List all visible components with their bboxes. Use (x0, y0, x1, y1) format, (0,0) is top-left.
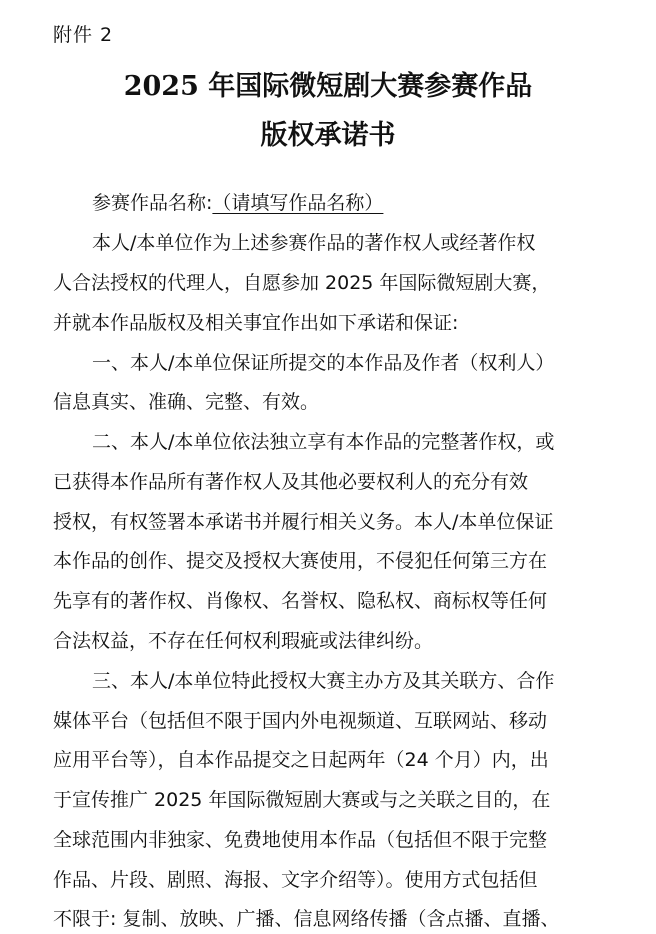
body-line-10: 先享有的著作权、肖像权、名誉权、隐私权、商标权等任何 (53, 590, 548, 612)
body-line-2: 人合法授权的代理人，自愿参加 2025 年国际微短剧大赛， (53, 272, 551, 294)
body-line-16: 全球范围内非独家、免费地使用本作品（包括但不限于完整 (53, 829, 548, 851)
work-name-line (92, 188, 383, 215)
attachment-label: 附件 2 (53, 24, 114, 46)
body-line-13: 媒体平台（包括但不限于国内外电视频道、互联网站、移动 (53, 710, 548, 732)
body-line-7: 已获得本作品所有著作权人及其他必要权利人的充分有效 (53, 471, 529, 493)
body-line-17: 作品、片段、剧照、海报、文字介绍等）。使用方式包括但 (53, 869, 538, 891)
body-line-3: 并就本作品版权及相关事宜作出如下承诺和保证: (53, 312, 459, 334)
body-line-4: 一、本人/本单位保证所提交的本作品及作者（权利人） (92, 352, 555, 374)
document-title-line2: 版权承诺书 (260, 120, 396, 151)
body-line-6: 二、本人/本单位依法独立享有本作品的完整著作权，或 (92, 431, 555, 453)
body-line-15: 于宣传推广 2025 年国际微短剧大赛或与之关联之目的，在 (53, 789, 551, 811)
body-line-14: 应用平台等），自本作品提交之日起两年（24 个月）内，出 (53, 749, 549, 771)
body-line-1: 本人/本单位作为上述参赛作品的著作权人或经著作权 (92, 232, 536, 254)
body-line-5: 信息真实、准确、完整、有效。 (53, 391, 320, 413)
work-name-value: （请填写作品名称） (212, 192, 384, 214)
work-name-label: 参赛作品名称: (92, 192, 213, 214)
body-line-8: 授权，有权签署本承诺书并履行相关义务。本人/本单位保证 (53, 511, 554, 533)
document-title-line1: 2025 年国际微短剧大赛参赛作品 (123, 71, 533, 102)
body-line-12: 三、本人/本单位特此授权大赛主办方及其关联方、合作 (92, 670, 555, 692)
body-line-9: 本作品的创作、提交及授权大赛使用，不侵犯任何第三方在 (53, 550, 548, 572)
body-line-11: 合法权益，不存在任何权利瑕疵或法律纠纷。 (53, 630, 434, 652)
body-line-18: 不限于: 复制、放映、广播、信息网络传播（含点播、直播、 (53, 908, 560, 930)
